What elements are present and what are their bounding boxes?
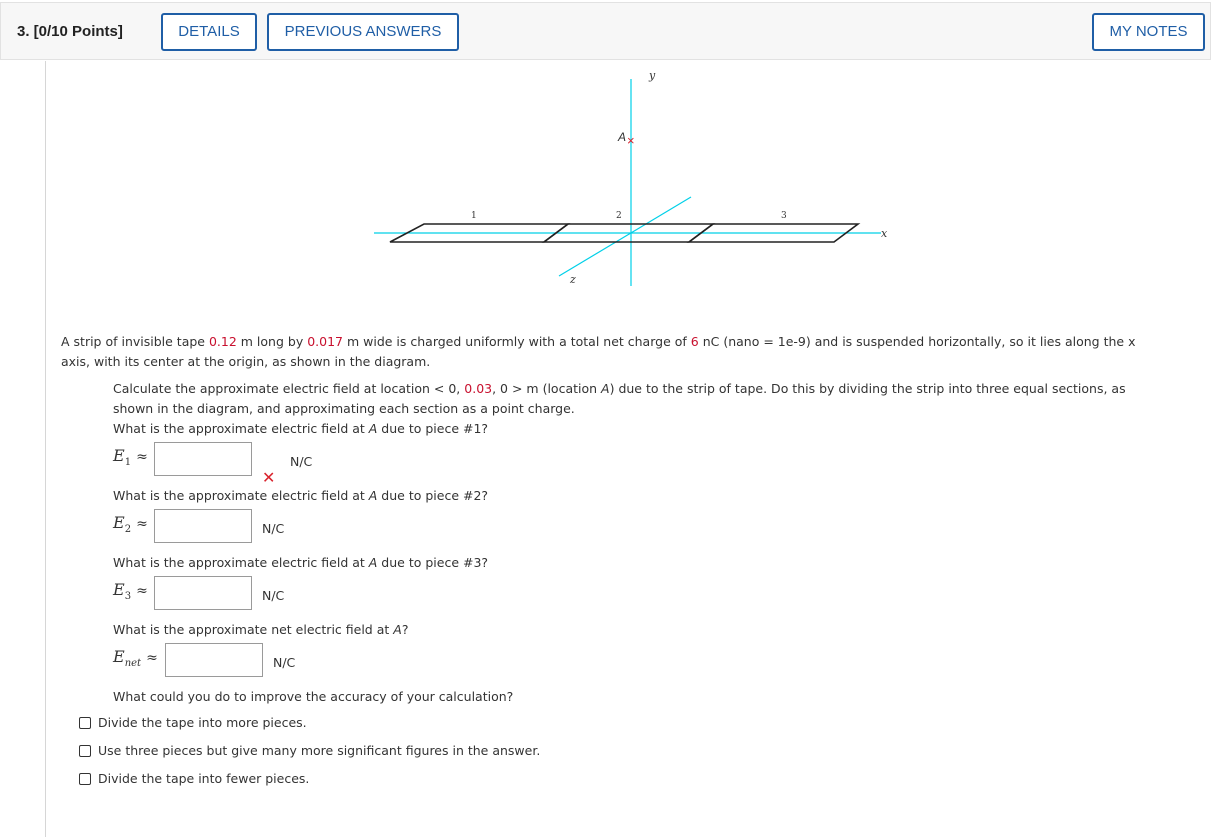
option-more-pieces-checkbox[interactable] <box>79 717 91 729</box>
z-axis-line <box>559 197 691 276</box>
previous-answers-button[interactable]: PREVIOUS ANSWERS <box>267 13 459 51</box>
enet-input[interactable] <box>165 643 263 677</box>
e2-input[interactable] <box>154 509 252 543</box>
my-notes-button[interactable]: MY NOTES <box>1092 13 1205 51</box>
question-3-prompt: What is the approximate electric field at A due to piece #3? <box>113 555 489 570</box>
e1-input[interactable] <box>154 442 252 476</box>
e3-input[interactable] <box>154 576 252 610</box>
question-net-prompt: What is the approximate net electric field at A? <box>113 622 409 637</box>
x-axis-label: x <box>881 227 888 240</box>
enet-label: $E_{net}$ ≈ <box>113 647 158 670</box>
problem-statement: A strip of invisible tape 0.12 m long by 0.017 m wide is charged uniformly with a total net charge of 6 nC (nano = 1e-9) and is suspended horizontally, so it lies along the x axis, with its center at the origin, as shown in the diagram. <box>61 334 1136 369</box>
point-a-marker: × <box>627 133 635 148</box>
problem-instructions: Calculate the approximate electric field at location < 0, 0.03, 0 > m (location A) due to the strip of tape. Do this by dividing the strip into three equal sections, as shown in the diagram, and approximating each section as a point charge. <box>113 381 1126 416</box>
details-button[interactable]: DETAILS <box>161 13 257 51</box>
enet-unit: N/C <box>273 655 296 670</box>
tape-charge: 6 <box>690 334 699 349</box>
tape-width: 0.017 <box>307 334 343 349</box>
piece-label-3: 3 <box>781 211 787 221</box>
tape-length: 0.12 <box>208 334 237 349</box>
piece-label-1: 1 <box>471 211 477 221</box>
location-y: 0.03 <box>464 381 493 396</box>
e1-label: $E_1$ ≈ <box>113 446 148 469</box>
piece-label-2: 2 <box>616 211 622 221</box>
z-axis-label: z <box>570 273 576 286</box>
tape-diagram <box>46 61 1213 301</box>
question-2-prompt: What is the approximate electric field at A due to piece #2? <box>113 488 489 503</box>
e2-unit: N/C <box>262 521 285 536</box>
improve-prompt: What could you do to improve the accuracy of your calculation? <box>113 689 514 704</box>
point-a-label: A <box>618 130 627 144</box>
e1-unit: N/C <box>290 454 313 469</box>
question-1-prompt: What is the approximate electric field at A due to piece #1? <box>113 421 489 436</box>
option-sig-figs-label[interactable]: Use three pieces but give many more significant figures in the answer. <box>98 743 541 758</box>
e3-label: $E_3$ ≈ <box>113 580 148 603</box>
e2-label: $E_2$ ≈ <box>113 513 148 536</box>
option-fewer-pieces-label[interactable]: Divide the tape into fewer pieces. <box>98 771 310 786</box>
question-header <box>0 2 1211 60</box>
incorrect-icon: ✕ <box>262 468 276 487</box>
question-content <box>45 61 1213 837</box>
e3-unit: N/C <box>262 588 285 603</box>
option-more-pieces-label[interactable]: Divide the tape into more pieces. <box>98 715 307 730</box>
option-sig-figs-checkbox[interactable] <box>79 745 91 757</box>
y-axis-label: y <box>649 69 656 82</box>
question-points: 3. [0/10 Points] <box>17 23 123 40</box>
option-fewer-pieces-checkbox[interactable] <box>79 773 91 785</box>
